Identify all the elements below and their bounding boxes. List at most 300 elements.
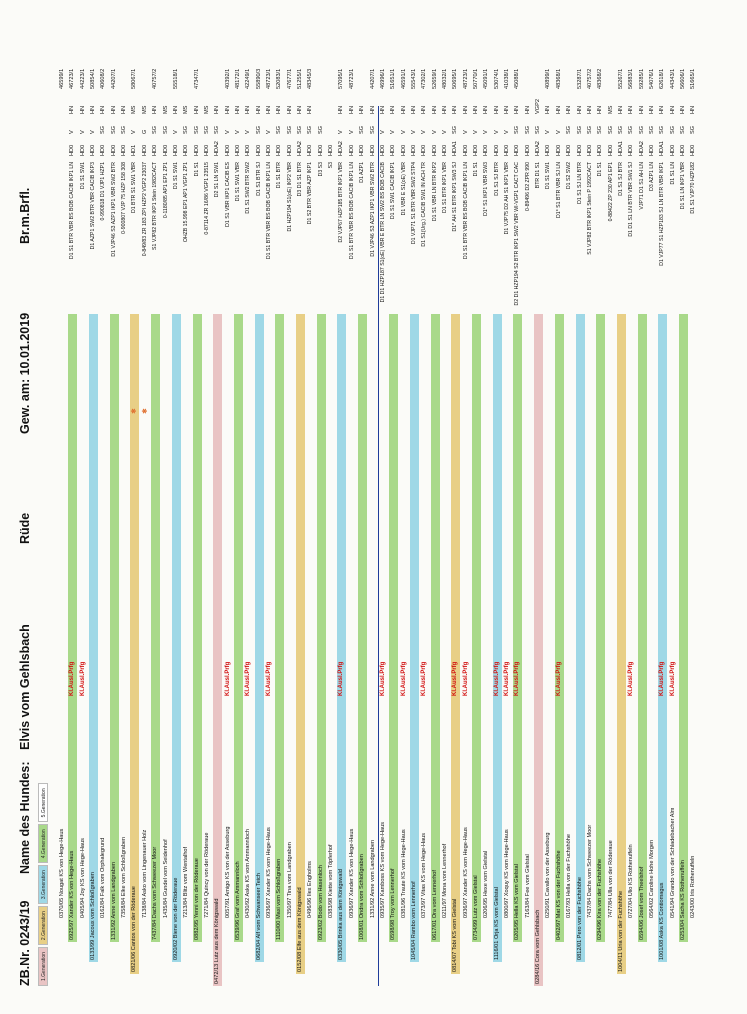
rating-value: V: [348, 130, 355, 134]
hd-value: HD0: [162, 144, 169, 156]
rating-value: V: [172, 130, 179, 134]
dog-name-entry: 0800/97 Xoquy KS vom Hege-Haus: [504, 829, 511, 918]
hn-value: MS: [141, 105, 148, 114]
registry-number: 57095/1: [338, 68, 345, 89]
rating-value: V: [79, 130, 86, 134]
hd-value: HD0: [400, 144, 407, 156]
hd-value: HD0: [462, 144, 469, 156]
rating-value: SG: [162, 125, 169, 134]
hn-value: HN: [524, 105, 531, 114]
dog-name-entry: 0812/01 Pero von der Fuchshöhe: [576, 876, 583, 960]
rating-value: V: [504, 130, 511, 134]
test-results: S3: [328, 162, 335, 169]
dog-name-entry: 0923/02 Bodo vom Hasenloch: [317, 865, 324, 940]
hn-value: HN: [628, 105, 635, 114]
hn-value: HN: [690, 105, 697, 114]
rating-value: SG: [255, 125, 262, 134]
test-results: D1 S1 SW1: [545, 162, 552, 190]
dog-name-entry: 0152/08 Elfe aus dem Königswald: [297, 887, 304, 972]
dog-name-entry: 0920/02 Biene von der Röderaue: [172, 877, 179, 960]
generation-band: [68, 314, 77, 942]
registry-number: 40757/2: [152, 68, 159, 89]
generation-band: [679, 314, 688, 942]
dog-name-entry: 1350/97 Tina vom Landgraben: [286, 842, 293, 918]
breeding-test-mark: Kl.Ausl.Prfg: [421, 661, 428, 696]
rating-value: SG: [203, 125, 210, 134]
breeding-test-mark: Kl.Ausl.Prfg: [400, 661, 407, 696]
hd-value: HD0: [172, 144, 179, 156]
rating-value: V: [473, 130, 479, 134]
dog-name-entry: 7163/84 Fee vom Gielstal: [524, 854, 531, 918]
generation-band: [255, 314, 264, 962]
test-results: D1 VJP46 S3 AZP1 IKP1 VBR SW2 BTR: [369, 162, 376, 257]
generation-band: [213, 314, 222, 986]
dog-name-entry: 0472/13 Lutz aus dem Königswald: [214, 898, 221, 984]
registry-number: 44207/1: [110, 68, 117, 89]
dog-name-entry: 0925/97 Xander KS von Hege-Haus: [69, 850, 76, 940]
hd-value: HD0: [100, 144, 107, 156]
rating-value: V: [69, 130, 76, 134]
rating-value: V: [441, 130, 448, 134]
rating-value: V: [245, 130, 252, 134]
test-results: D1 S1 SW1: [172, 162, 179, 190]
dog-name-entry: 0935/97 Kamboss KS vom Hege-Haus: [379, 821, 386, 918]
dog-name-entry: 0727/04 Ulio KS Rothenuffeln: [628, 844, 635, 918]
rating-value: SG: [535, 125, 542, 134]
test-results: D3 D1 S1 BTR: [297, 162, 304, 197]
rating-value: V: [431, 130, 438, 134]
test-results: D1 S1 BTR VBR BS BOB CACIB IKP1 LN: [348, 162, 355, 260]
generation-band: [89, 314, 98, 962]
hd-value: HD1: [131, 144, 138, 156]
test-results: D1 S1 SJ LN BTR: [576, 162, 583, 204]
hn-value: HN: [286, 105, 293, 114]
test-results: D1 S1: [597, 162, 604, 177]
test-results: D1 VJP75 D2 AH S1 IKP1 VBR: [504, 162, 511, 235]
rating-value: SG: [648, 125, 655, 134]
marker-line: [378, 106, 379, 986]
test-results: D1 S1(Urg.) CACIB SW1 IN ACH TR: [421, 162, 428, 247]
rating-value: V: [224, 130, 231, 134]
hd-value: HD0: [514, 144, 521, 156]
dog-name-entry: 1116/01 Orja KS vom Gielstal: [493, 887, 500, 960]
test-results: D1 VJP71 S1 BTR VBR SW2 STP4: [410, 162, 417, 245]
hd-value: HD0: [286, 144, 293, 156]
hd-value: HD0: [555, 144, 562, 156]
dog-name-entry: 0882/95 Yenni von der Röderaue: [193, 858, 200, 940]
test-results: D1* AH S1 BTR IKP1 SW3 SJ: [452, 162, 459, 232]
dog-name-entry: 0402/97 Mat KS von der Fuchshöhe: [555, 850, 562, 940]
hn-value: HN: [504, 105, 511, 114]
dog-name-entry: 0243/00 Iris Rothenuffeln: [690, 855, 697, 918]
hn-value: HN: [555, 105, 562, 114]
legend-item: 3.Generation: [38, 865, 48, 904]
test-results: D1 S1 VBR IKP1 CACIB ES: [224, 162, 231, 227]
test-results: D1* S1 BTR VBR SJ LN: [555, 162, 562, 218]
generation-band: [555, 314, 564, 942]
hn-value: HN: [307, 105, 314, 114]
generation-band: [493, 314, 502, 962]
sex-label: Rüde: [18, 512, 32, 544]
hd-value: HD0: [586, 144, 593, 156]
dog-name-entry: 7437/84 Dachs vom Schweezer Moor: [586, 824, 593, 918]
dog-name-entry: 1008/01 Ondra vom Schloßgraben: [359, 854, 366, 940]
rating-value: SG: [680, 125, 686, 134]
registry-number: 53287/1: [576, 68, 583, 89]
breeding-test-mark: Kl.Ausl.Prfg: [79, 661, 86, 696]
generation-band: [193, 314, 202, 942]
rating-value: SG: [286, 125, 293, 134]
dog-name-entry: 7358/84 Elke vom Schloßgraben: [121, 836, 128, 918]
test-results: D1 VJP77 S1 HZP183 SJ LN BTR VBR IKP1: [659, 162, 666, 266]
star-icon: ✱: [131, 408, 139, 414]
rating-value: SG: [566, 125, 573, 134]
rating-value: SG: [369, 125, 376, 134]
dog-name-entry: 7213/84 Blitz vom Wentalhof: [183, 846, 190, 918]
dog-name-entry: 0383/98 Kiette vom Töpferhof: [328, 844, 335, 918]
breeder-reference: Br.m.Brfl.: [18, 187, 32, 244]
dog-name-entry: 0541/94 Grando von der Schladebacher Alm: [669, 807, 676, 918]
breeding-test-mark: Kl.Ausl.Prfg: [493, 661, 500, 696]
hn-value: HN: [514, 105, 521, 114]
hd-value: HD0: [359, 144, 366, 156]
hn-value: HN: [597, 105, 604, 114]
dog-name-entry: 0617/01 Ora vom Lennerhof: [431, 870, 438, 940]
rating-value: V: [400, 130, 407, 134]
registry-number: 46996/1: [379, 68, 386, 89]
hn-value: HN: [214, 105, 221, 114]
hn-value: HN: [79, 105, 86, 114]
dog-name-entry: 0496/96 Ilex Engholms: [307, 861, 314, 918]
dog-name-entry: 0594/06 Josef vom Theelshof: [638, 866, 645, 940]
test-results: S1 VJP82 BTR IKP1 Stein P 1992CACT: [586, 162, 593, 255]
star-icon: ✱: [141, 408, 149, 414]
generation-band: [110, 314, 119, 942]
test-results: 0-87114 ZR 16/86 VGP1 23515: [203, 162, 210, 235]
hd-value: HD0: [266, 144, 272, 156]
dog-name-entry: 1045/04 Rambo vom Lennerhof: [410, 881, 417, 960]
rating-value: V: [266, 130, 272, 134]
hd-value: HD0: [317, 144, 324, 156]
hd-value: HD0: [79, 144, 86, 156]
dog-name-entry: 0539/96 Graf vom Ammannloch: [234, 861, 241, 940]
hd-value: HDA2: [214, 141, 221, 156]
registry-number: 48368/2: [597, 68, 604, 89]
registry-number: 48723/1: [462, 68, 469, 89]
generation-band: [234, 314, 243, 942]
breeding-test-mark: Kl.Ausl.Prfg: [69, 661, 76, 696]
registry-number: 55543/1: [410, 68, 417, 89]
rating-value: V: [421, 130, 428, 134]
registry-number: 55890/3: [255, 68, 262, 89]
rating-value: SG: [628, 125, 635, 134]
hn-value: HN: [545, 105, 552, 114]
dog-name-entry: 0936/97 Xander KS vom Hege-Haus: [462, 827, 469, 918]
registry-number: 55267/1: [617, 68, 624, 89]
hd-value: HD0: [141, 144, 148, 156]
dog-name-entry: 0430/92 Aska KS vom Ammannloch: [245, 829, 252, 918]
generation-band: [410, 314, 419, 962]
test-results: BTR D1 S1: [535, 162, 542, 189]
test-results: D2 D1 HZP194 S2 BTR IKP1 SW2 VBR WI-VGP1 CACT CAC: [514, 162, 521, 306]
breeding-test-mark: Kl.Ausl.Prfg: [224, 661, 231, 696]
registry-number: 42249/1: [245, 68, 252, 89]
registry-number: 50695/1: [452, 68, 459, 89]
breeding-test-mark: Kl.Ausl.Prfg: [555, 661, 562, 696]
hn-value: HN: [297, 105, 304, 114]
dog-name-entry: 0211/97 Mona vom Lennerhof: [441, 843, 448, 918]
rating-value: SG: [524, 125, 531, 134]
hd-value: HD0: [234, 144, 241, 156]
test-results: D1 HZP194 S1(oE) IKP2 VBR: [286, 162, 293, 232]
hn-value: HN: [648, 105, 655, 114]
registry-number: 50854/1: [90, 68, 97, 89]
hn-value: HN: [276, 105, 283, 114]
dog-name-entry: 0814/07 Tobi KS vom Gielstal: [452, 898, 459, 972]
rating-value: V: [493, 130, 500, 134]
breeding-test-mark: Kl.Ausl.Prfg: [514, 661, 521, 696]
hd-value: HD0: [121, 144, 128, 156]
hd-value: HD0: [152, 144, 159, 156]
hn-value: HN: [379, 105, 386, 114]
registry-number: 51255/1: [297, 68, 304, 89]
registry-number: 56883/1: [628, 68, 635, 89]
dog-name-entry: 1331/92 Anne vom Landgraben: [369, 839, 376, 918]
dog-name-entry: 0057/91 Amigo KS von der Asseburg: [224, 826, 231, 918]
hd-value: HD0: [69, 144, 76, 156]
hn-value: HN: [224, 105, 231, 114]
registry-number: 41038/1: [504, 68, 511, 89]
test-results: D1 S1 BTR VBR BS BOB CACIB IKP1 LN: [462, 162, 469, 260]
generation-band: [638, 314, 647, 942]
test-results: D1 S1 SW2 BTR SW2: [245, 162, 252, 214]
generation-band: [576, 314, 585, 962]
rating-value: SG: [121, 125, 128, 134]
test-results: D1 S1 VJP70 HZP182: [690, 162, 697, 214]
test-results: D1 S1 LN IKP1 VBR: [680, 162, 686, 210]
rating-value: SG: [597, 125, 604, 134]
generation-band: [431, 314, 440, 942]
dog-name-entry: 0373/97 Vitas KS vom Hege-Haus: [421, 832, 428, 918]
dog-name-entry: 1110/00 Maxi vom Schloßgraben: [276, 858, 283, 940]
hd-value: HD0: [390, 144, 397, 156]
breeding-test-mark: Kl.Ausl.Prfg: [452, 661, 459, 696]
hd-value: HDA2: [297, 141, 304, 156]
breeding-test-mark: Kl.Ausl.Prfg: [462, 661, 469, 696]
hd-value: HD0: [255, 144, 262, 156]
hd-value: HD0: [348, 144, 355, 156]
test-results: D1 D1 S1 LN BTR VBR SW1 SJ: [628, 162, 635, 237]
rating-value: SG: [669, 125, 676, 134]
hn-value: HN: [152, 105, 159, 114]
registry-number: 40608/2: [100, 68, 107, 89]
rating-value: SG: [193, 125, 200, 134]
hn-value: HN: [90, 105, 97, 114]
dog-name-entry: 0253/04 Sacha KS Rothenuffeln: [680, 860, 686, 940]
hn-value: HN: [100, 105, 107, 114]
test-results: D1 S1 VBR LN BTR IKP2: [431, 162, 438, 222]
hd-value: HD0: [110, 144, 117, 156]
rating-value: SG: [576, 125, 583, 134]
generation-band: [472, 314, 481, 942]
hn-value: HN: [493, 105, 500, 114]
rating-value: V: [90, 130, 97, 134]
hn-value: MS: [131, 105, 138, 114]
hd-value: HD0: [680, 144, 686, 156]
registry-number: 52659/1: [431, 68, 438, 89]
hn-value: HN: [390, 105, 397, 114]
dog-name-entry: 1004/11 Uria von der Fuchshöhe: [617, 890, 624, 972]
hd-value: HD0: [90, 144, 97, 156]
registry-number: 47677/1: [286, 68, 293, 89]
dog-name-entry: 0370/05 Nougat KS von Hege-Haus: [59, 828, 65, 918]
hn-value: HN: [431, 105, 438, 114]
hn-value: MS: [203, 105, 210, 114]
registry-number: 40899/1: [545, 68, 552, 89]
hn-value: HN: [172, 105, 179, 114]
rating-value: SG: [183, 125, 190, 134]
registry-number: 55518/1: [172, 68, 179, 89]
registry-number: 48723/1: [266, 68, 272, 89]
hd-value: HDA1: [659, 141, 666, 156]
dog-name-entry: 0284/16 Cora vom Gehlsbach: [535, 909, 542, 984]
generation-band: [451, 314, 460, 974]
dog-name-entry: 0162/84 Falk vom Orphalegrund: [100, 837, 107, 918]
test-results: VJP71 D1 S1 AH LN: [638, 162, 645, 210]
dog-name-entry: 0250/91 Cavallo von der Asseburg: [545, 832, 552, 918]
hn-value: HN: [566, 105, 573, 114]
hn-value: HN: [483, 105, 490, 114]
test-results: 0-900807 VJP 75 HZP 158 308: [121, 162, 128, 234]
breeding-test-mark: Kl.Ausl.Prfg: [379, 661, 386, 696]
date-label: Gew. am: 10.01.2019: [18, 312, 32, 434]
rating-value: V: [410, 130, 417, 134]
hn-value: MS: [607, 105, 614, 114]
hn-value: HN: [680, 105, 686, 114]
hd-value: HD0: [307, 144, 314, 156]
hd-value: HD0: [607, 144, 614, 156]
test-results: D1 S1 BTR SJ: [255, 162, 262, 196]
hn-value: HN: [669, 105, 676, 114]
hd-value: HD0: [566, 144, 573, 156]
rating-value: SG: [359, 125, 366, 134]
generation-band: [658, 314, 667, 962]
rating-value: SG: [152, 125, 159, 134]
test-results: 0-89496 D2 ZPR 990: [524, 162, 531, 212]
hd-value: HD0: [369, 144, 376, 156]
hd-value: HD0: [597, 144, 604, 156]
hn-value: HN: [245, 105, 252, 114]
test-results: D1 S2 SW2: [566, 162, 573, 190]
test-results: D1 S1 BTR VBR BS BOB CACIB IKP1 LN: [69, 162, 76, 260]
hn-value: HN: [121, 105, 128, 114]
test-results: D1 AZP1 SW2 BTR VBR CACIB IKP3: [90, 162, 97, 250]
rating-value: V: [379, 130, 386, 134]
hn-value: HN: [638, 105, 645, 114]
test-results: 0-849/83 ZR 183 ZPI HZP2 VGP2 23037: [141, 162, 148, 257]
test-results: D1 VBR E S1(oE) VBR: [400, 162, 407, 216]
hd-value: HD0: [379, 144, 386, 156]
generation-band: [296, 314, 305, 974]
rating-value: V: [462, 130, 469, 134]
test-results: 0-88422 ZP 230 AP1 EP1: [607, 162, 614, 222]
legend-item: 4.Generation: [38, 824, 48, 863]
rating-value: SG: [317, 125, 324, 134]
generation-band: [317, 314, 326, 942]
hd-value: HD0: [493, 144, 500, 156]
dog-name-entry: 0206/95 Hexe vom Gielstal: [483, 850, 490, 918]
test-results: D3 S3: [317, 162, 324, 177]
dog-name-entry: 7437/84 Dachs vom Schweezer Moor: [152, 846, 159, 940]
hn-value: HN: [266, 105, 272, 114]
rating-value: V: [545, 130, 552, 134]
hd-value: HD0: [524, 144, 531, 156]
rating-value: SG: [617, 125, 624, 134]
test-results: D3 AZP1 LN: [648, 162, 655, 191]
registry-number: 45091/1: [483, 68, 490, 89]
registry-number: 47347/1: [193, 68, 200, 89]
hd-value: HD0: [545, 144, 552, 156]
rating-value: V: [555, 130, 562, 134]
rating-value: SG: [297, 125, 304, 134]
registry-number: 50770/1: [473, 68, 479, 89]
test-results: D1 S1: [193, 162, 200, 177]
dog-name-entry: 0205/95 Hella KS vom Gielstal: [514, 864, 521, 940]
test-results: 0-1180/85 AP1 EP1 ZP1: [162, 162, 169, 219]
rating-value: SG: [514, 125, 521, 134]
hn-value: HN: [473, 105, 479, 114]
hn-value: HN: [586, 105, 593, 114]
test-results: D1* S1 IKP1 VBR SW3: [483, 162, 490, 216]
test-results: D1 BTR S1 SW1 VBR: [131, 162, 138, 214]
hd-value: HD0: [473, 144, 479, 156]
rating-value: SG: [638, 125, 645, 134]
test-results: 0-990818 D1 VJP1 HZP1: [100, 162, 107, 221]
hn-value: HN: [369, 105, 376, 114]
test-results: D1 S1 BTR: [276, 162, 283, 189]
hn-value: HN: [421, 105, 428, 114]
registry-number: 48345/3: [307, 68, 314, 89]
rating-value: SG: [607, 125, 614, 134]
dog-name-entry: 7138/84 Asko vom Lingenauer Holz: [141, 829, 148, 918]
generation-band: [617, 314, 626, 974]
dog-name-entry: 0330/05 Brinka aus dem Königswald: [338, 869, 345, 960]
test-results: D1 S1 SJ BTR: [493, 162, 500, 196]
dog-name-entry: 0167/93 Hella von der Fuchshöhe: [566, 834, 573, 918]
dog-name-entry: 7477/84 Ulla von der Röderaue: [607, 840, 614, 918]
rating-value: V: [234, 130, 241, 134]
dog-name-entry: 0821/06 Cantos von der Röderaue: [131, 886, 138, 972]
registry-number: 44207/1: [369, 68, 376, 89]
hd-value: HDA2: [638, 141, 645, 156]
dog-name-entry: 0682/04 Alf vom Schwanseer Teich: [255, 873, 262, 960]
hd-value: HD0: [203, 144, 210, 156]
test-results: D1 S1: [473, 162, 479, 177]
generation-band: [172, 314, 181, 962]
test-results: D1 S1 SW1 VBR: [234, 162, 241, 202]
legend-item: 2.Generation: [38, 906, 48, 945]
rating-value: V: [390, 130, 397, 134]
registry-number: 45088/1: [514, 68, 521, 89]
registry-number: 51651/1: [390, 68, 397, 89]
breeding-test-mark: Kl.Ausl.Prfg: [628, 661, 635, 696]
hn-value: MS: [162, 105, 169, 114]
hd-value: HD0: [504, 144, 511, 156]
test-results: D1 S1 SW1: [79, 162, 86, 190]
hd-value: HD0: [224, 144, 231, 156]
rating-value: SG: [307, 125, 314, 134]
registry-number: 48723/1: [348, 68, 355, 89]
